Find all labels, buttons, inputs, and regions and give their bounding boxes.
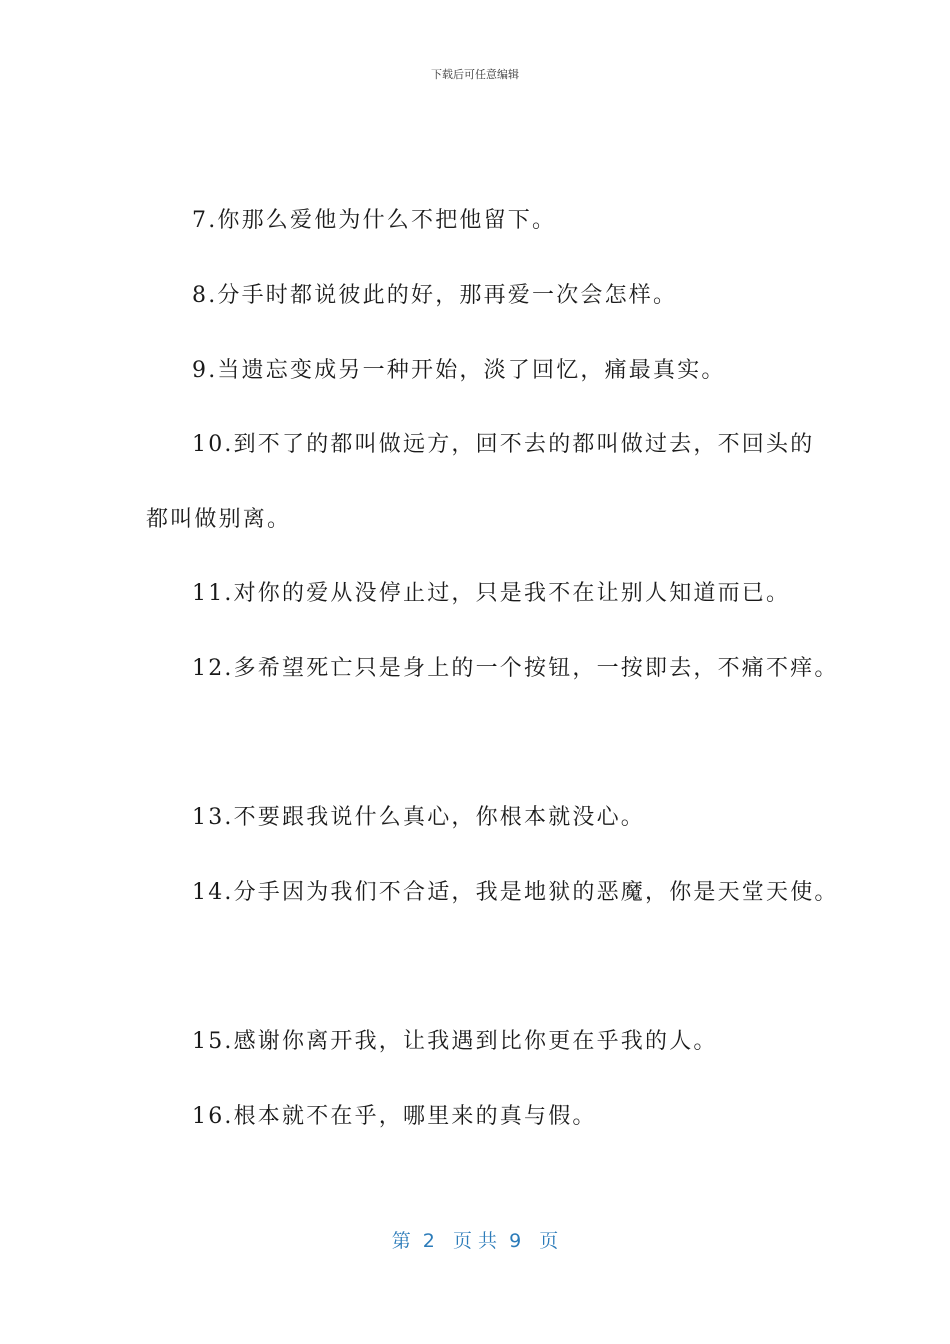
text-line-10-continued: 都叫做别离。 — [146, 507, 292, 532]
text-line-12: 12.多希望死亡只是身上的一个按钮，一按即去，不痛不痒。 — [192, 656, 839, 681]
text-line-15: 15.感谢你离开我，让我遇到比你更在乎我的人。 — [192, 1029, 718, 1054]
text-line-13: 13.不要跟我说什么真心，你根本就没心。 — [192, 805, 645, 830]
text-line-8: 8.分手时都说彼此的好，那再爱一次会怎样。 — [192, 283, 678, 308]
text-line-9: 9.当遗忘变成另一种开始，淡了回忆，痛最真实。 — [192, 358, 726, 383]
page-number-footer: 第 2 页 共 9 页 — [391, 1230, 559, 1252]
text-line-10: 10.到不了的都叫做远方，回不去的都叫做过去，不回头的 — [192, 432, 815, 457]
text-line-14: 14.分手因为我们不合适，我是地狱的恶魔，你是天堂天使。 — [192, 880, 839, 905]
text-line-7: 7.你那么爱他为什么不把他留下。 — [192, 208, 557, 233]
text-line-16: 16.根本就不在乎，哪里来的真与假。 — [192, 1104, 597, 1129]
header-note: 下载后可任意编辑 — [431, 68, 519, 81]
text-line-11: 11.对你的爱从没停止过，只是我不在让别人知道而已。 — [192, 581, 791, 606]
